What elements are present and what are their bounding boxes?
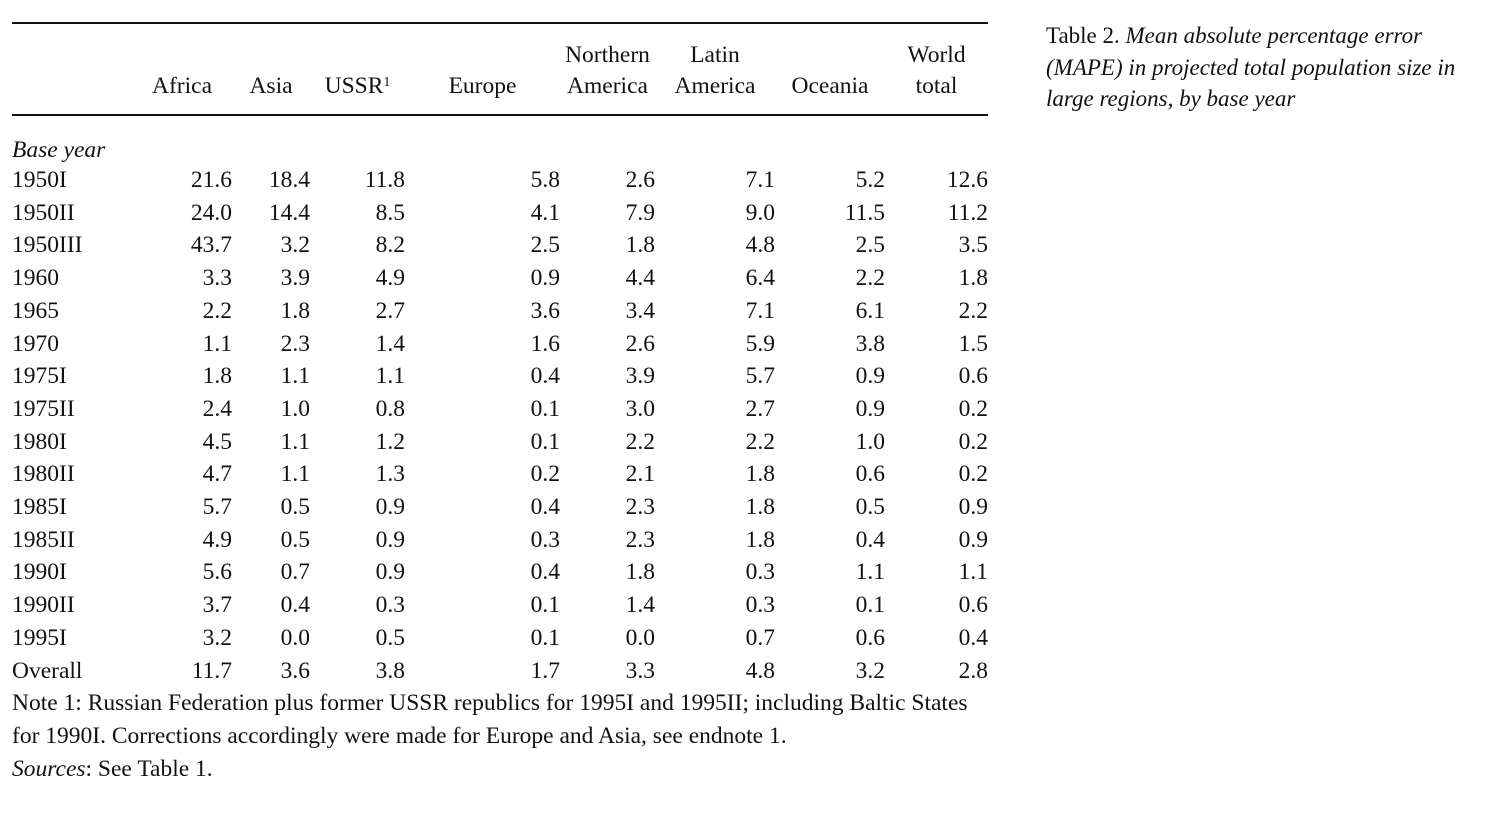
cell-africa: 2.4: [202, 395, 232, 422]
cell-europe: 0.1: [530, 395, 560, 422]
cell-oceania: 0.9: [855, 363, 885, 390]
cell-oceania: 0.6: [855, 461, 885, 488]
column-header-l_america-line-2: America: [674, 73, 756, 99]
cell-world: 1.5: [958, 330, 988, 357]
cell-l_america: 1.8: [745, 526, 775, 553]
cell-n_america: 2.3: [625, 526, 655, 553]
table-row: [12, 589, 988, 622]
row-label: 1970: [12, 330, 59, 357]
cell-ussr: 3.8: [375, 657, 405, 684]
cell-africa: 11.7: [191, 657, 232, 684]
cell-asia: 3.2: [280, 232, 310, 259]
cell-africa: 1.8: [202, 363, 232, 390]
cell-world: 0.2: [958, 395, 988, 422]
cell-n_america: 3.0: [625, 395, 655, 422]
table-caption: [1046, 20, 1476, 115]
cell-world: 2.2: [958, 297, 988, 324]
cell-n_america: 2.3: [625, 494, 655, 521]
table-row: [12, 426, 988, 459]
cell-n_america: 1.8: [625, 232, 655, 259]
cell-l_america: 4.8: [745, 657, 775, 684]
cell-world: 0.6: [958, 592, 988, 619]
cell-oceania: 2.2: [855, 265, 885, 292]
column-header-world-line-1: World: [907, 42, 966, 68]
cell-africa: 3.7: [202, 592, 232, 619]
cell-n_america: 0.0: [625, 624, 655, 651]
cell-africa: 5.6: [202, 559, 232, 586]
row-label: 1950II: [12, 199, 75, 226]
cell-l_america: 2.7: [745, 395, 775, 422]
table-row: [12, 622, 988, 655]
row-label: 1985II: [12, 526, 75, 553]
cell-l_america: 5.7: [745, 363, 775, 390]
cell-n_america: 7.9: [625, 199, 655, 226]
row-label: 1975II: [12, 395, 75, 422]
cell-asia: 1.8: [280, 297, 310, 324]
cell-oceania: 6.1: [855, 297, 885, 324]
cell-n_america: 3.3: [625, 657, 655, 684]
column-header-asia-line-2: Asia: [249, 73, 293, 99]
cell-ussr: 1.4: [375, 330, 405, 357]
table-row: [12, 458, 988, 491]
cell-africa: 2.2: [202, 297, 232, 324]
column-header-oceania-line-2: Oceania: [791, 73, 869, 99]
cell-ussr: 0.9: [375, 494, 405, 521]
column-header-n_america-line-2: America: [567, 73, 648, 99]
cell-europe: 0.4: [530, 363, 560, 390]
cell-l_america: 6.4: [745, 265, 775, 292]
cell-ussr: 8.2: [375, 232, 405, 259]
cell-oceania: 0.6: [855, 624, 885, 651]
cell-l_america: 0.3: [745, 592, 775, 619]
cell-ussr: 0.9: [375, 526, 405, 553]
column-header-ussr-line-2: USSR: [324, 73, 384, 99]
row-label: 1965: [12, 297, 59, 324]
cell-n_america: 3.9: [625, 363, 655, 390]
cell-l_america: 0.7: [745, 624, 775, 651]
cell-europe: 1.6: [530, 330, 560, 357]
cell-oceania: 0.9: [855, 395, 885, 422]
cell-world: 0.9: [958, 526, 988, 553]
cell-africa: 5.7: [202, 494, 232, 521]
table-row: [12, 393, 988, 426]
column-header-africa: [132, 23, 232, 115]
cell-asia: 3.9: [280, 265, 310, 292]
cell-asia: 2.3: [280, 330, 310, 357]
cell-africa: 21.6: [190, 167, 232, 193]
column-header-africa-line-2: Africa: [151, 73, 212, 99]
sources-label: Sources: [12, 755, 86, 782]
cell-ussr: 0.9: [375, 559, 405, 586]
cell-n_america: 2.6: [625, 330, 655, 357]
cell-world: 0.2: [958, 428, 988, 455]
column-header-europe-line-2: Europe: [448, 73, 517, 99]
cell-l_america: 1.8: [745, 494, 775, 521]
cell-europe: 0.2: [530, 461, 560, 488]
cell-asia: 0.0: [280, 624, 310, 651]
column-header-l_america-line-1: Latin: [690, 42, 740, 68]
cell-europe: 0.4: [530, 494, 560, 521]
section-row: [12, 115, 988, 164]
cell-asia: 1.1: [280, 363, 310, 390]
cell-n_america: 4.4: [625, 265, 655, 292]
cell-oceania: 0.5: [855, 494, 885, 521]
cell-l_america: 5.9: [745, 330, 775, 357]
cell-europe: 0.4: [530, 559, 560, 586]
cell-world: 2.8: [958, 657, 988, 684]
column-header-ussr: [310, 23, 405, 115]
cell-n_america: 3.4: [625, 297, 655, 324]
column-header-l_america: [655, 23, 775, 115]
cell-ussr: 8.5: [375, 199, 405, 226]
row-label: 1975I: [12, 363, 67, 390]
cell-asia: 0.7: [280, 559, 310, 586]
cell-n_america: 2.1: [625, 461, 655, 488]
cell-europe: 4.1: [530, 199, 560, 226]
table-container: [12, 22, 988, 785]
table-header: [12, 23, 988, 115]
cell-ussr: 2.7: [375, 297, 405, 324]
column-header-world-line-2: total: [915, 73, 958, 99]
column-header-asia: [232, 23, 310, 115]
table-row: [12, 556, 988, 589]
column-header-n_america-line-1: Northern: [565, 42, 650, 68]
cell-ussr: 1.1: [375, 363, 405, 390]
cell-world: 11.2: [947, 199, 988, 226]
cell-europe: 5.8: [530, 167, 560, 193]
cell-asia: 0.5: [280, 494, 310, 521]
cell-africa: 1.1: [202, 330, 232, 357]
row-label: 1985I: [12, 494, 67, 521]
cell-asia: 1.1: [280, 461, 310, 488]
table-row: [12, 262, 988, 295]
cell-world: 1.1: [958, 559, 988, 586]
cell-europe: 0.1: [530, 428, 560, 455]
table-row: [12, 328, 988, 361]
sources-line: [12, 753, 988, 786]
cell-africa: 24.0: [190, 199, 232, 226]
cell-ussr: 0.5: [375, 624, 405, 651]
table-row: [12, 655, 988, 688]
row-label: 1990I: [12, 559, 67, 586]
cell-europe: 0.3: [530, 526, 560, 553]
cell-oceania: 1.0: [855, 428, 885, 455]
mape-table: [12, 22, 988, 687]
cell-l_america: 1.8: [745, 461, 775, 488]
cell-world: 1.8: [958, 265, 988, 292]
header-row: [12, 23, 988, 115]
cell-europe: 0.9: [530, 265, 560, 292]
cell-africa: 3.3: [202, 265, 232, 292]
cell-world: 12.6: [946, 167, 988, 193]
table-row: [12, 229, 988, 262]
cell-asia: 1.1: [280, 428, 310, 455]
table-row: [12, 197, 988, 230]
cell-l_america: 4.8: [745, 232, 775, 259]
cell-world: 0.9: [958, 494, 988, 521]
cell-africa: 4.7: [202, 461, 232, 488]
row-label: 1950III: [12, 232, 83, 259]
cell-oceania: 0.4: [855, 526, 885, 553]
cell-ussr: 1.2: [375, 428, 405, 455]
table-row: [12, 164, 988, 197]
cell-asia: 18.4: [268, 167, 310, 193]
cell-ussr: 0.8: [375, 395, 405, 422]
table-row: [12, 524, 988, 557]
cell-oceania: 1.1: [855, 559, 885, 586]
sources-text: : See Table 1.: [85, 755, 213, 782]
cell-oceania: 2.5: [855, 232, 885, 259]
column-header-n_america: [560, 23, 655, 115]
cell-oceania: 0.1: [855, 592, 885, 619]
cell-l_america: 7.1: [745, 167, 775, 193]
cell-europe: 3.6: [530, 297, 560, 324]
cell-africa: 3.2: [202, 624, 232, 651]
cell-africa: 4.5: [202, 428, 232, 455]
cell-l_america: 0.3: [745, 559, 775, 586]
cell-n_america: 1.4: [625, 592, 655, 619]
cell-l_america: 2.2: [745, 428, 775, 455]
row-label: 1960: [12, 265, 59, 292]
cell-ussr: 4.9: [375, 265, 405, 292]
cell-oceania: 3.2: [855, 657, 885, 684]
cell-oceania: 11.5: [844, 199, 885, 226]
cell-ussr: 0.3: [375, 592, 405, 619]
column-header-ussr-footnote-mark: 1: [383, 75, 391, 90]
caption-title: Mean absolute percentage error (MAPE) in projected total population size in large regions, by base year: [1046, 23, 1456, 111]
cell-oceania: 3.8: [855, 330, 885, 357]
cell-world: 0.4: [958, 624, 988, 651]
table-notes: [12, 687, 988, 785]
column-header-base: [12, 23, 132, 115]
column-header-world: [885, 23, 988, 115]
table-row: [12, 491, 988, 524]
cell-asia: 0.4: [280, 592, 310, 619]
row-label: 1990II: [12, 592, 75, 619]
cell-n_america: 2.2: [625, 428, 655, 455]
section-label: Base year: [12, 137, 106, 163]
cell-ussr: 1.3: [375, 461, 405, 488]
cell-world: 0.6: [958, 363, 988, 390]
cell-oceania: 5.2: [855, 167, 885, 193]
table-row: [12, 360, 988, 393]
cell-n_america: 2.6: [625, 167, 655, 193]
cell-europe: 1.7: [530, 657, 560, 684]
row-label: 1995I: [12, 624, 67, 651]
cell-africa: 43.7: [190, 232, 232, 259]
cell-africa: 4.9: [202, 526, 232, 553]
cell-world: 0.2: [958, 461, 988, 488]
cell-europe: 2.5: [530, 232, 560, 259]
cell-asia: 3.6: [280, 657, 310, 684]
cell-l_america: 9.0: [745, 199, 775, 226]
cell-n_america: 1.8: [625, 559, 655, 586]
cell-world: 3.5: [958, 232, 988, 259]
cell-asia: 0.5: [280, 526, 310, 553]
cell-ussr: 11.8: [364, 167, 405, 193]
row-label: 1980I: [12, 428, 67, 455]
column-header-europe: [405, 23, 560, 115]
note-1: Note 1: Russian Federation plus former USSR republics for 1995I and 1995II; including Baltic States for 1990I. Corrections accordingly were made for Europe and Asia, see endnote 1.: [12, 690, 968, 749]
caption-label: Table 2.: [1046, 23, 1120, 48]
row-label: 1980II: [12, 461, 75, 488]
cell-asia: 1.0: [280, 395, 310, 422]
row-label: Overall: [12, 657, 83, 684]
row-label: 1950I: [12, 167, 67, 193]
table-body: [12, 115, 988, 687]
table-row: [12, 295, 988, 328]
column-header-oceania: [775, 23, 885, 115]
cell-europe: 0.1: [530, 592, 560, 619]
cell-asia: 14.4: [268, 199, 310, 226]
cell-europe: 0.1: [530, 624, 560, 651]
cell-l_america: 7.1: [745, 297, 775, 324]
